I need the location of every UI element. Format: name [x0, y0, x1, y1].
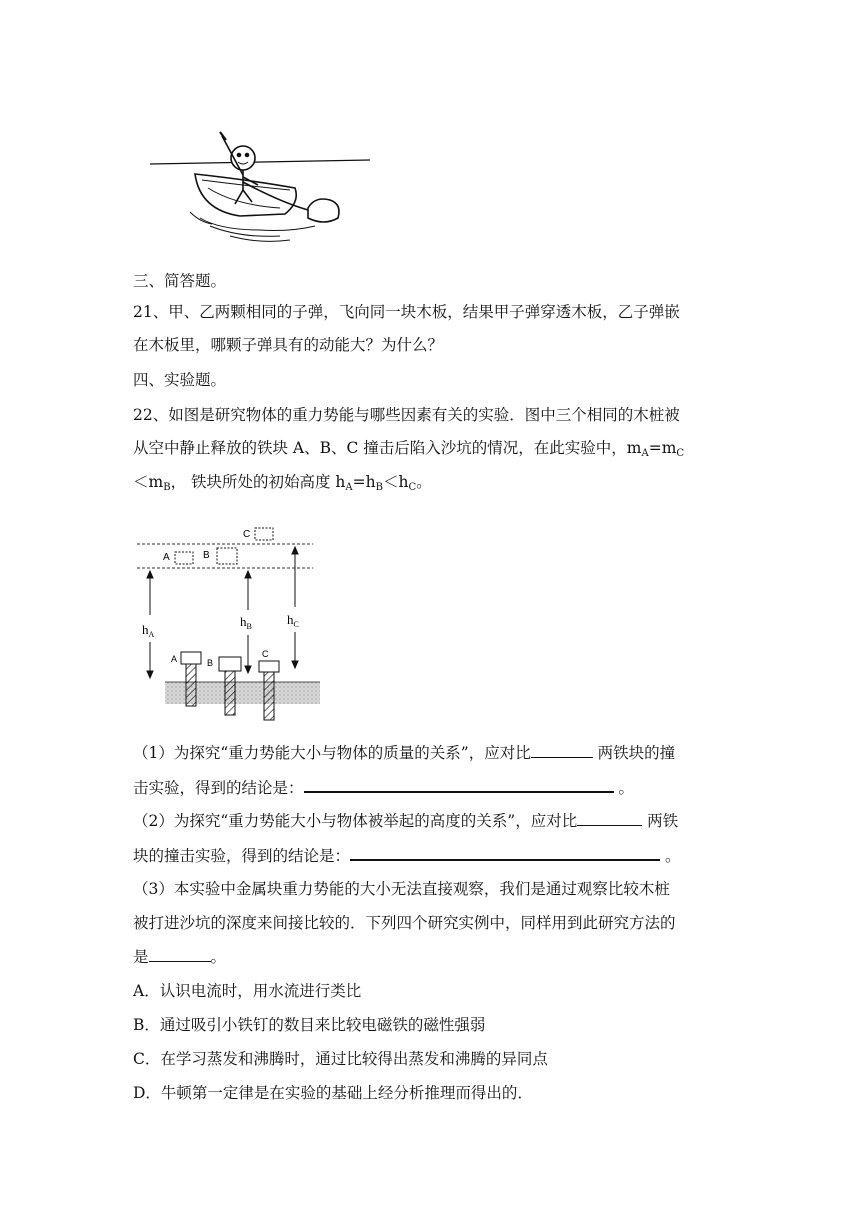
boat-with-person-illustration — [150, 132, 370, 241]
stake-b — [225, 671, 235, 715]
stake-label-c: C — [262, 649, 269, 659]
section-title-experiment: 四、实验题。 — [133, 371, 227, 389]
iron-block-b — [217, 548, 237, 564]
experiment-diagram — [135, 522, 325, 722]
height-label-b: $h_B$ — [240, 614, 252, 631]
section-title-short-answer: 三、简答题。 — [133, 272, 227, 290]
sub3-line2: 被打进沙坑的深度来间接比较的．下列四个研究实例中，同样用到此研究方法的 — [133, 914, 676, 932]
answer-blank-1a[interactable] — [531, 743, 593, 758]
answer-blank-3[interactable] — [149, 947, 211, 962]
block-label-b: B — [203, 550, 210, 561]
boat-figure — [140, 130, 380, 250]
q22-line2: 从空中静止释放的铁块 A、B、C 撞击后陷入沙坑的情况，在此实验中，$m_A=m_C$ — [133, 439, 685, 459]
option-b: B．通过吸引小铁钉的数目来比较电磁铁的磁性强弱 — [133, 1016, 486, 1034]
sub3-line1: （3）本实验中金属块重力势能的大小无法直接观察，我们是通过观察比较木桩 — [133, 880, 670, 898]
iron-block-c — [255, 528, 273, 540]
stake-a — [186, 664, 196, 706]
height-label-a: $h_A$ — [142, 622, 155, 639]
q22-line1: 22、如图是研究物体的重力势能与哪些因素有关的实验．图中三个相同的木桩被 — [133, 406, 680, 424]
block-label-c: C — [243, 529, 251, 540]
sub2-line1: （2）为探究“重力势能大小与物体被举起的高度的关系”，应对比 两铁 — [133, 812, 679, 830]
sub1-line1: （1）为探究“重力势能大小与物体的质量的关系”，应对比 两铁块的撞 — [133, 744, 676, 762]
stake-label-b: B — [207, 658, 214, 668]
q22-line3: $<m_B$， 铁块所处的初始高度 $h_A=h_B<h_C$。 — [133, 473, 432, 493]
stake-head-b — [219, 657, 241, 671]
q21-line1: 21、甲、乙两颗相同的子弹，飞向同一块木板，结果甲子弹穿透木板，乙子弹嵌 — [133, 303, 680, 321]
stake-c — [264, 672, 274, 720]
answer-blank-1b[interactable] — [304, 777, 614, 793]
stake-label-a: A — [171, 654, 178, 664]
answer-blank-2a[interactable] — [577, 811, 642, 826]
stake-head-c — [259, 661, 279, 672]
iron-block-a — [175, 552, 193, 564]
option-d: D．牛顿第一定律是在实验的基础上经分析推理而得出的． — [133, 1084, 533, 1102]
height-label-c: $h_C$ — [287, 612, 299, 629]
height-arrow-c — [292, 547, 298, 668]
option-a: A．认识电流时，用水流进行类比 — [133, 982, 362, 1000]
q21-line2: 在木板里，哪颗子弹具有的动能大？为什么？ — [133, 336, 444, 354]
sub3-line3: 是 。 — [133, 948, 227, 966]
sub1-line2: 击实验，得到的结论是： 。 — [133, 779, 634, 797]
stake-head-a — [181, 652, 201, 664]
block-label-a: A — [163, 552, 170, 563]
answer-blank-2b[interactable] — [350, 845, 660, 861]
sub2-line2: 块的撞击实验，得到的结论是： 。 — [133, 847, 681, 865]
option-c: C．在学习蒸发和沸腾时，通过比较得出蒸发和沸腾的异同点 — [133, 1050, 548, 1068]
